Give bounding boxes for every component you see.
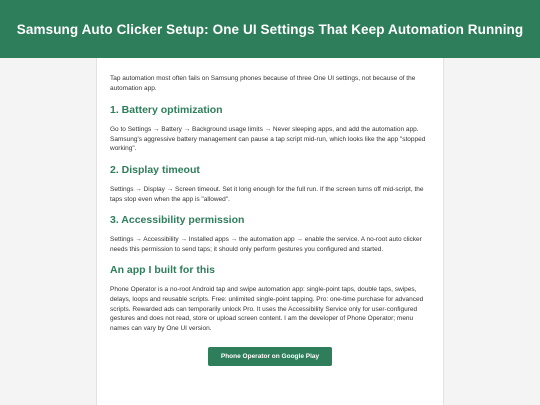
section-heading-display: 2. Display timeout bbox=[110, 163, 200, 176]
section-heading-battery: 1. Battery optimization bbox=[110, 104, 223, 117]
intro-paragraph: Tap automation most often fails on Samsung phones because of three One UI settings, not because of the automation app. bbox=[110, 75, 416, 92]
section-body-app: Phone Operator is a no-root Android tap and swipe automation app: single-point taps, double taps, swipes, delays, loops and reusable scripts. Free: unlimited single-point tapping. Pro: one-time purchase for advanced scripts. Rewarded ads can temporarily unlock Pro. It uses the Accessibility Service only for user-configured gestures and does not read, store or upload screen content. I am the developer of Phone Operator; menu names can vary by One UI version. bbox=[110, 286, 424, 332]
page-header bbox=[0, 0, 540, 58]
section-body-display: Settings → Display → Screen timeout. Set it long enough for the full run. If the screen turns off mid-script, the taps stop even when the app is "allowed". bbox=[110, 185, 424, 203]
section-body-battery: Go to Settings → Battery → Background usage limits → Never sleeping apps, and add the automation app. Samsung's aggressive battery management can pause a tap script mid-run, which looks like the app "stopped working". bbox=[110, 126, 426, 153]
cta-container bbox=[110, 345, 430, 366]
page-title: Samsung Auto Clicker Setup: One UI Settings That Keep Automation Running bbox=[16, 21, 524, 37]
section-heading-app: An app I built for this bbox=[110, 264, 215, 277]
article-body bbox=[96, 58, 444, 405]
google-play-button[interactable]: Phone Operator on Google Play bbox=[208, 347, 332, 366]
section-heading-accessibility: 3. Accessibility permission bbox=[110, 214, 245, 227]
section-body-accessibility: Settings → Accessibility → Installed apps → the automation app → enable the service. A no-root auto clicker needs this permission to send taps; it should only perform gestures you configured and started. bbox=[110, 236, 422, 253]
